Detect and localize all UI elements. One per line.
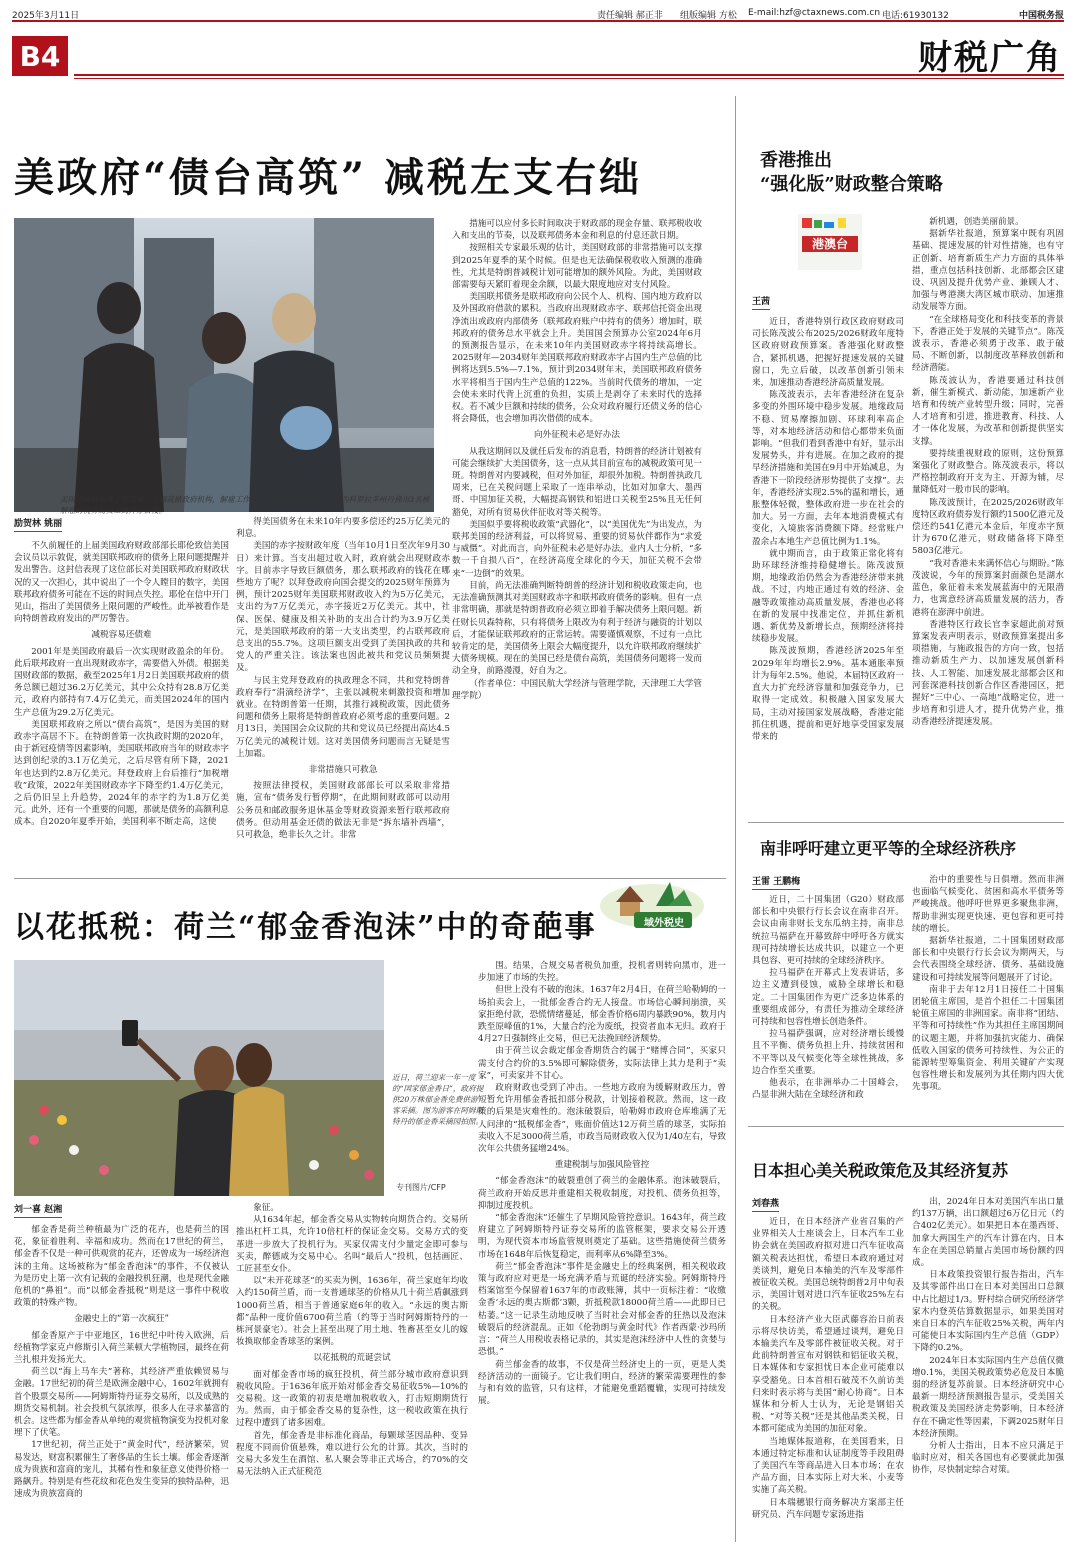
- paragraph: 美国联邦政府之所以“债台高筑”，是因为美国的财政赤字高居不下。在特朗普第一次执政时期的2020年，由于新冠疫情等因素影响，美国联邦政府当年的财政赤字达到创纪录的3.1万亿美元，之后尽管有所下降，2021年也达到约2.8万亿美元。拜登政府上台后推行“加税增收”政策，2022年美国财政赤字下降至约1.4万亿美元，之后仍旧呈上升趋势，2024年的赤字约为1.8万亿美元。此外，还有一个重要的问题，那就是债务的高额利息成本。自2020年夏季开始，美国利率不断走高，这使: [14, 719, 229, 828]
- paragraph: 新机遇，创造美丽前景。: [929, 217, 1024, 227]
- article3-byline: 王茜: [752, 294, 770, 310]
- masthead-bar: [12, 6, 1064, 22]
- article1-col2: [236, 516, 450, 872]
- paragraph: 措施可以应付多长时间取决于财政部的现金存量、联邦税收收入和支出的节奏，以及联邦债务本金和利息的付息还款日期。: [452, 219, 702, 242]
- responsible-editor: 责任编辑 郝正非: [597, 11, 663, 21]
- paragraph: 要持续重视财政的原则，这份预算案强化了财政整合。陈茂波表示，将以严格控制政府开支为主、开源为辅，尽量降低对一般市民的影响。: [912, 448, 1064, 496]
- article4-title: 南非呼吁建立更平等的全球经济秩序: [760, 839, 1017, 858]
- phone: 电话:61930132: [882, 11, 949, 21]
- paragraph: 据新华社报道，二十国集团财政部部长和中央银行行长会议为期两天，与会代表围绕全球经济、债务、基础设施建设和可持续发展等问题展开了讨论。: [912, 936, 1064, 983]
- paragraph: 17世纪初，荷兰正处于“黄金时代”，经济繁荣，贸易发达，财富积累催生了奢侈品的生长土壤。郁金香逐渐成为贵族和富商的宠儿，其稀有性和象征意义使得价格一路飙升。特别是有些花纹和花色发生变异的独特品种，迅速成为贵族富商的: [14, 1440, 229, 1500]
- article3-title-line2: “强化版”财政整合策略: [760, 174, 943, 195]
- article3-title-line1: 香港推出: [760, 150, 832, 171]
- section-title: 财税广角: [918, 38, 1062, 78]
- header-rule-thin: [74, 78, 1064, 79]
- article4-col2: [912, 874, 1064, 1118]
- page-number: B4: [12, 36, 68, 76]
- article2-photo-credit: 专刊图片/CFP: [396, 1183, 446, 1192]
- article2-subhead3: 重建税制与加强风险管控: [554, 1160, 650, 1171]
- article2-subhead2: 以花抵税的荒诞尝试: [313, 1353, 391, 1364]
- article1-subhead3: 向外征税未必是好办法: [534, 430, 620, 441]
- article-divider: [748, 1126, 1064, 1127]
- paragraph: 2001年是美国政府最后一次实现财政盈余的年份。此后联邦政府一直出现财政赤字，需要借入外债。根据美国财政部的数据，截至2025年1月2日美国联邦政府的债务总额已超过36.2万亿美元，其中公众持有28.8万亿美元，政府内部持有7.4万亿美元，而美国2024年的国内生产总值为29.2万亿美元。: [14, 646, 229, 718]
- article3-col1: [752, 316, 904, 816]
- paragraph: 分析人士指出，日本不应只满足于临时应对，相关各国也有必要就此加强协作，尽快制定综合对策。: [912, 1441, 1064, 1476]
- column-divider: [735, 96, 736, 1542]
- paragraph: 他表示，在非洲举办二十国峰会，凸显非洲大陆在全球经济和政: [752, 1078, 904, 1101]
- paragraph: 据新华社报道，预算案中既有巩固基础、提速发展的针对性措施，也有守正创新、培育新质生产力方面的具体举措，重点包括科技创新、北部都会区建设、巩固及提升优势产业、兼顾人才、加强与粤港澳大湾区城市联动、加速推动发展等方面。: [912, 229, 1064, 313]
- paragraph: 目前，尚无法准确判断特朗普的经济计划和税收政策走向，也无法准确预测其对美国财政赤字和联邦政府债务的影响。但有一点非常明确，那就是特朗普政府必须立即着手解决债务上限问题。新任财长贝森特称，只有将债务上限改为有利于经济与融资的计划以后，才能保证联邦政府的正常运转。需要谨慎观察，不过有一点比较肯定的是，美国债务上限会大幅度提升，以允许联邦政府继续扩大债务规模。现在的美国已经是债台高筑，美国债务问题将一发而动全身，前路漫漫，好自为之。: [452, 580, 702, 677]
- article1-col3: [452, 218, 702, 872]
- article5-title: 日本担心美关税政策危及其经济复苏: [752, 1161, 1009, 1180]
- article3-col2: [912, 216, 1064, 816]
- article1-title: 美政府“债台高筑” 减税左支右绌: [14, 154, 642, 201]
- hk-macao-taiwan-logo: [798, 214, 862, 270]
- paragraph: 首先，郁金香是非标准化商品，每颗球茎因品种、变异程度不同而价值悬殊，难以进行公允的计算。其次，当时的交易大多发生在酒馆、私人聚会等非正式场合，约70%的交易无法纳入正式征税范: [236, 1430, 468, 1478]
- paragraph: 日本政策投资银行报告指出，汽车及其零部件出口在日本对美国出口总额中占比超过1/3。野村综合研究所经济学家木内登英估算数据显示，如果美国对来自日本的汽车征收25%关税，两年内可能使日本实际国内生产总值（GDP）下降约0.2%。: [912, 1270, 1064, 1354]
- paragraph: 陈茂波认为，香港要通过科技创新，催生新模式、新动能，加速新产业培育和传统产业转型升级；同时，完善人才培育和引进，推进教育、科技、人才一体化发展，为改革和创新提供坚实支撑。: [912, 375, 1064, 447]
- paragraph: 出，2024年日本对美国汽车出口量约137万辆，出口额超过6万亿日元（约合402亿美元）。如果把日本在墨西哥、加拿大两国生产的汽车计算在内，日本车企在美国总销量占美国市场份额约四成。: [912, 1197, 1064, 1269]
- issue-date: 2025年3月11日: [12, 11, 80, 21]
- paragraph: 拉马福萨强调，应对经济增长缓慢且不平衡、债务负担上升、持续贫困和不平等以及气候变化等全球性挑战，多边合作至关重要。: [752, 1029, 904, 1076]
- paragraph: 2024年日本实际国内生产总值仅微增0.1%，美国关税政策势必危及日本脆弱的经济复苏前景。日本经济研究中心最新一期经济预测报告显示，受美国关税政策及美国经济走势影响，日本经济存在不确定性等因素，下调2025财年日本经济预期。: [912, 1355, 1064, 1439]
- paragraph: 日本瑞穗银行商务解决方案部主任研究员、汽车问题专家汤进指: [752, 1497, 904, 1520]
- logo-label: 港澳台: [811, 237, 848, 251]
- article4-byline: 王雷 王鹏梅: [752, 874, 800, 890]
- paragraph: 按照相关专家最乐观的估计，美国财政部的非常措施可以支撑到2025年夏季的某个时候。但是也无法确保税收收入预测的准确性，尤其是特朗普减税计划可能增加的额外风险。为此，美国财政部需要每天紧盯着现金余额，以最大限度地应对支付风险。: [452, 243, 702, 291]
- paragraph: 陈茂波表示，去年香港经济在复杂多变的外围环境中稳步发展。地缘政局不稳、贸易摩擦加剧、环球利率高企等，对本地经济活动和信心都带来负面影响。“但我们看到香港中有好，显示出发展势头，并有进展。在加之政府的提早经济措施和美国在9月中开始减息，为香港下一阶段经济形势提供了支撑”。去年，香港经济实现2.5%的温和增长，通胀整体轻微，整体政府进一步在社会的加大。另一方面，去年本地消费模式有变化，入境旅客消费额下降。经常账户盈余占本地生产总值比例为1.1%。: [752, 390, 904, 547]
- paragraph: “我对香港未来满怀信心与期盼。”陈茂波说，今年的预算案封面颜色是湖水蓝色，象征着未来发展蓝海中的无限潜力，也寓意经济高质量发展的活力，香港将在澎湃中前进。: [912, 558, 1064, 618]
- article5-col2: [912, 1196, 1064, 1542]
- paragraph: 从1634年起，郁金香交易从实物转向期货合约。交易所推出杠杆工具，允许10倍杠杆的保证金交易。交易方式的变革进一步放大了投机行为。买家仅需支付少量定金即可参与买卖，醉德咸为交易中心。名叫“最后人”投机，包括画匠、工匠甚至女仆。: [236, 1215, 468, 1275]
- article1-subhead2: 非常措施只可救急: [308, 765, 378, 776]
- paragraph: 郁金香原产于中亚地区，16世纪中叶传入欧洲，后经植物学家克卢修斯引入荷兰莱顿大学植物园，最终在荷兰扎根并发扬光大。: [14, 1330, 229, 1366]
- paragraph: 按照法律授权，美国财政部部长可以采取非常措施，宣布“债务发行暂停期”，在此期间财政部可以动用公务员和邮政服务退休基金等财政资源来暂行联邦政府债务。但动用基金还债的做法无非是“拆东墙补西墙”，只可救急，绝非长久之计。非常: [236, 781, 450, 841]
- article4-col1: [752, 894, 904, 1118]
- article1-col1: [14, 540, 229, 872]
- article1-subhead1: 减税容易还债难: [91, 630, 152, 641]
- paragraph: 政府财政也受到了冲击。一些地方政府为缓解财政压力，曾短暂允许用郁金香抵扣部分税款，计划接着税款。然而，这一政策的后果是灾难性的。泡沫破裂后，哈勒姆市政府仓库堆满了无人问津的“抵税郁金香”，账面价值达12万荷兰盾的球茎，实际拍卖收入不足3000荷兰盾，市政当局财政收入仅为1/40左右，导致次年公共债务猛增24%。: [478, 1083, 726, 1155]
- paragraph: 郁金香是荷兰种植最为广泛的花卉，也是荷兰的国花，象征着胜利、幸福和成功。然而在17世纪的荷兰，郁金香不仅是一种可供观赏的花卉，还曾成为一场经济泡沫的主角。这场被称为“郁金香泡沫”的事件，不仅被认为是历史上第一次有记载的金融投机狂潮，也是现代金融危机的“鼻祖”。而“以郁金香抵税”则是这一事件中税收政策的特殊产物。: [14, 1225, 229, 1309]
- paragraph: “郁金香泡沫”还催生了早期风险管控意识。1643年，荷兰政府建立了阿姆斯特丹证券交易所的监管框架，要求交易公开透明，为现代资本市场监管规则奠定了基础。这些措施使荷兰债务市场在1648年后恢复稳定，而利率从6%降至3%。: [478, 1213, 726, 1260]
- kicker-badge: [596, 876, 708, 932]
- paragraph: 当地媒体报道称，在美国看来，日本通过特定标准和认证制度等手段阻碍了美国汽车等商品进入日本市场；在农产品方面，日本实际上对大米、小麦等实施了高关税。: [752, 1436, 904, 1496]
- article2-caption: 近日，荷兰迎来一年一度的“国家郁金香日”，政府提供20万株郁金香免费供游客采摘。图为游客在阿姆斯特丹的郁金香采摘园拍照。: [392, 1073, 484, 1126]
- article1-byline: 励贺林 姚丽: [14, 516, 62, 532]
- paragraph: 从我这期间以及就任后发布的消息看，特朗普的经济计划被有可能会继续扩大美国债务，这一点从其目前宣布的减税政策可见一斑。特朗普对内要减税，但对外加征，却很外加税。特朗普执政几周来，已在关税问题上采取了一连串举动，比如对加拿大、墨西哥、中国加征关税，大幅提高钢铁和铝进口关税至25%且无任何豁免，对所有贸易伙伴征收对等关税等。: [452, 446, 702, 518]
- paragraph: 近日，在日本经济产业省召集的产业界相关人士座谈会上，日本汽车工业协会就在美国政府拟对进口汽车征收高额关税表达担忧，希望日本政府通过对美谈判，避免日本输美的汽车及零部件被征收关税。美国总统特朗普2月中旬表示，美国计划对进口汽车征收25%左右的关税。: [752, 1217, 904, 1313]
- paragraph: 南非于去年12月1日接任二十国集团轮值主席国，是首个担任二十国集团轮值主席国的非洲国家。南非将“团结、平等和可持续性”作为其担任主席国期间的议题主题，并将加强抗灾能力、确保低收入国家的债务可持续性、为公正的能源转型筹集资金、利用关键矿产实现包容性增长和发展列为其任期内四大优先事项。: [912, 984, 1064, 1093]
- article2-col3: [478, 960, 726, 1542]
- article1-photo: [14, 218, 434, 512]
- header-rule: [74, 74, 1064, 76]
- paragraph: 面对郁金香市场的疯狂投机，荷兰部分城市政府意识到税收风险。于1636年底开始对郁金香交易征收5%—10%的交易税。这一政策的初衷是增加税收收入，打击短期期货行为。然而，由于郁金香交易的复杂性，这一税收政策在执行过程中遭到了诸多困难。: [236, 1369, 468, 1429]
- paragraph: 陈茂波预期，香港经济2025年至2029年年均增长2.9%。基本通胀率预计为每年2.5%。他说，本届特区政府一直大力扩充经济容量和加强竞争力，已取得一定成效。积极融入国家发展大局，主动对接国家发展战略，香港定能抓住机遇，提前和更好地享受国家发展带来的: [752, 646, 904, 742]
- paragraph: 美国的赤字按财政年度（当年10月1日至次年9月30日）来计算。当支出超过收入时，政府就会出现财政赤字。目前赤字导致巨额债务，那么联邦政府的钱花在哪些地方了呢？以拜登政府向国会提交的2025财年预算为例，预计2025财年美国联邦财政收入约为5万亿美元，支出约为7万亿美元，赤字接近2万亿美元。其中，社保、医保、健康及相关补助的支出合计约为3.9万亿美元，是美国联邦政府的第一大支出类型，约占联邦政府总支出的55.7%。这项巨额支出受到了美国执政的共和党人的严重关注。该法案也因此被共和党议员频频提及。: [236, 541, 450, 674]
- article5-byline: 刘春燕: [752, 1196, 779, 1212]
- paragraph: 拉马福萨在开幕式上发表讲话，多边主义遭到侵蚀，威胁全球增长和稳定。二十国集团作为更广泛多边体系的重要组成部分，有责任为推动全球经济可持续和包容性增长创造条件。: [752, 968, 904, 1028]
- paragraph: 象征。: [253, 1203, 279, 1213]
- article2-col1: [14, 1224, 229, 1542]
- article2-byline: 刘一喜 赵湘: [14, 1202, 62, 1218]
- article1-caption: 美国总统特朗普上任以来，大幅裁撤政府机构，解雇工作人员，以减少财政开支。图为科罗拉多州丹佛市3名被解雇的税务局员工离开办公楼。: [60, 495, 430, 515]
- author-note: （作者单位：中国民航大学经济与管理学院，天津理工大学管理学院）: [452, 678, 702, 701]
- paragraph: 日本经济产业大臣武藤容治日前表示将尽快访美，希望通过谈判，避免日本输美汽车及零部件被征收关税。对于此前特朗普宣布对钢铁和铝征收关税，日本媒体和专家担忧日本企业可能难以享受豁免。日本首相石破茂不久前访美归来时表示将与美国“耐心协商”。日本媒体和分析人士认为，无论是钢铝关税、“对等关税”还是其他品类关税，日本都可能成为美国的加征对象。: [752, 1314, 904, 1435]
- paragraph: 近日，香港特别行政区政府财政司司长陈茂波公布2025/2026财政年度特区政府财政预算案。香港强化财政整合，紧抓机遇，把握好提速发展的关键窗口，先立后破，以改革创新引领未来，加速推动香港经济高质量发展。: [752, 317, 904, 389]
- paragraph: 荷兰以“海上马车夫”著称，其经济严重依赖贸易与金融。17世纪初的荷兰是欧洲金融中心，1602年就拥有首个股票交易所——阿姆斯特丹证券交易所，以及成熟的期货交易机制。社会投机气氛浓厚，很多人在寻求暴富的机会。这些都为郁金香从单纯的观赏植物演变为投机对象埋下了伏笔。: [14, 1367, 229, 1439]
- paragraph: “郁金香泡沫”的破裂重创了荷兰的金融体系。泡沫破裂后，荷兰政府开始反思并重建相关税收制度，对投机、债务负担等，抑制过度投机。: [478, 1176, 726, 1211]
- paragraph: 不久前履任的上届美国政府财政部部长耶伦致信美国会议员以示敦促，就美国联邦政府的债务上限问题提醒并发出警告。这封信表现了这位部长对美国联邦政府财政状况的又一次担心，其中说出了一个令人瞠目的数字，美国联邦政府债务可能在不远的时间点失控。耶伦在信中开门见山，指出了美国债务上限问题的严峻性。此举被看作是向特朗普政府发出的严厉警告。: [14, 541, 229, 625]
- article-divider: [748, 822, 1064, 823]
- paper-name: 中国税务报: [1018, 11, 1064, 21]
- email[interactable]: E-mail:hzf@ctaxnews.com.cn: [748, 8, 881, 18]
- paragraph: 与民主党拜登政府的执政理念不同，共和党特朗普政府奉行“涓滴经济学”，主张以减税来刺激投资和增加就业。在特朗普第一任期，其推行减税政策，因此债务问题和债务上限将是特朗普政府必须考虑的重要问题。2月13日，美国国会众议院的共和党议员已经提出高达4.5万亿美元的减税计划。这对美国债务问题而言无疑是雪上加霜。: [236, 675, 450, 759]
- kicker-label: 域外税史: [644, 918, 684, 929]
- layout-editor: 组版编辑 方松: [680, 11, 737, 21]
- paragraph: 由于荷兰议会裁定郁金香期货合约属于“赌博合同”，买家只需支付合约价的3.5%即可解除债务，实际法律上其力是利于“卖家”，可卖家并不甘心。: [478, 1046, 726, 1081]
- paragraph: 治中的重要性与日俱增。然而非洲也面临气候变化、贫困和高水平债务等严峻挑战。他呼吁世界更多聚焦非洲，帮助非洲实现更快速、更包容和更可持续的增长。: [912, 875, 1064, 934]
- article2-col2: [236, 1202, 468, 1542]
- paragraph: 围。结果，合规交易者税负加重，投机者则转向黑市，进一步加速了市场的失控。: [478, 961, 726, 984]
- paragraph: 但世上没有不破的泡沫。1637年2月4日，在荷兰哈勒姆的一场拍卖会上，一批郁金香合约无人接盘。市场信心瞬间崩溃，买家拒绝付款，恐慌情绪蔓延，郁金香价格6周内暴跌90%，数月内跌至原峰值的1%，大量合约沦为废纸，投资者血本无归。政府于4月27日强制终止交易，但已无法挽回经济颓势。: [478, 985, 726, 1045]
- paragraph: 荷兰郁金香的故事，不仅是荷兰经济史上的一页，更是人类经济活动的一面镜子。它让我们明白，经济的繁荣需要理性的参与和有效的监管，只有这样，才能避免重蹈覆辙，实现可持续发展。: [478, 1359, 726, 1407]
- article2-title: 以花抵税：荷兰“郁金香泡沫”中的奇葩事: [14, 910, 597, 945]
- article2-photo: [14, 960, 384, 1196]
- paragraph: 近日，二十国集团（G20）财政部部长和中央银行行长会议在南非召开。会议由南非财长戈东瓜纳主持，南非总统拉马福萨在开幕致辞中呼吁各方就实现可持续增长达成共识，以建立一个更具包容、更可持续的全球经济秩序。: [752, 895, 904, 967]
- article5-col1: [752, 1216, 904, 1542]
- article2-subhead1: 金融史上的“第一次疯狂”: [74, 1314, 169, 1325]
- paragraph: 陈茂波预计，在2025/2026财政年度特区政府债券发行额约1500亿港元及偿还约541亿港元本金后，年度赤字预计为670亿港元，财政储备将下降至5803亿港元。: [912, 497, 1064, 557]
- paragraph: 美国联邦债务是联邦政府向公民个人、机构、国内地方政府以及外国政府借款的累积。当政府出现财政赤字、联邦信托资金出现净流出或政府内部债务（联邦政府账户中持有的债务）增加时，联邦政府的债务总水平就会上升。美国国会预算办公室2024年6月的预测报告显示，在未来10年内美国财政赤字将持续高增长。2025财年—2034财年美国联邦政府财政赤字占国内生产总值的比例将达到5.5%—7.1%，预计到2034财年末，美国联邦政府债务水平将相当于国内生产总值的122%。当前时代债务的增加，一定会使未来时代背上沉重的负担，实质上是剥夺了未来时代的选择权。若不减少巨额和持续的债务，公众对政府履行还债义务的信心将会降低，也会增加再次借债的成本。: [452, 292, 702, 425]
- paragraph: “在全球格局变化和科技变革的背景下，香港正处于发展的关键节点”。陈茂波表示，香港必须勇于改革、敢于破局、不断创新，以制度改革释放创新和经济潜能。: [912, 314, 1064, 374]
- paragraph: 就中期而言，由于政策正常化将有助环球经济维持稳健增长。陈茂波预期，地缘政治仍然会为香港经济带来挑战。不过，内地正通过有效的经济、金融等政策推动高质量发展，香港也必将在新的发展中找准定位，并抓住新机遇、新优势及新增长点，预期经济将持续稳步发展。: [752, 548, 904, 645]
- paragraph: 香港特区行政长官李家超此前对预算案发表声明表示，财政预算案提出多项措施，与施政报告的方向一致，包括推动新质生产力、以加速发展创新科技、人工智能、加速发展北部都会区和河套深港科技创新合作区香港园区，把握好“三中心、一高地”战略定位，进一步培育和引进人才，提升优势产业，推动香港经济提速发展。: [912, 619, 1064, 728]
- paragraph: 得美国债务在未来10年内要多偿还约25万亿美元的利息。: [236, 517, 450, 540]
- paragraph: 荷兰“郁金香泡沫”事件是金融史上的经典案例，相关税收政策与政府应对更是一场充满矛盾与荒诞的经济实验。阿姆斯特丹档案馆至今保留着1637年的市政账簿，其中一页标注着：“收缴金香‘永远的奥古斯都’3颗，折抵税款18000荷兰盾——此即日已枯萎。”这一记录生动地反映了当时社会对郁金香的狂热以及泡沫破裂后的经济混乱。正如《伦勃朗与黄金时代》作者西蒙·沙玛所言：“荷兰人用税收表格记录的，其实是泡沫经济中人性的贪婪与恐惧。”: [478, 1261, 726, 1358]
- paragraph: 以“未开花球茎”的买卖为例，1636年，荷兰家庭年均收入约150荷兰盾，而一支普通球茎的价格从几十荷兰盾飙涨到1000荷兰盾，相当于普通家庭6年的收入。“永远的奥古斯都”品种一度价值6700荷兰盾（约等于当时阿姆斯特丹的一栋河景豪宅）。社会上甚至出现了用土地、牲畜甚至女儿的嫁妆换取郁金香球茎的案例。: [236, 1276, 468, 1348]
- paragraph: 美国似乎要将税收政策“武器化”，以“美国优先”为出发点，为联邦美国的经济利益，可以将贸易、重要的贸易伙伴都作为“求爱与威慑”。对此而言，向外征税未必是好办法。业内人士分析，“多数一千自损八百”，在经济高度全球化的今天，加征关税不会带来“一边倒”的效果。: [452, 519, 702, 579]
